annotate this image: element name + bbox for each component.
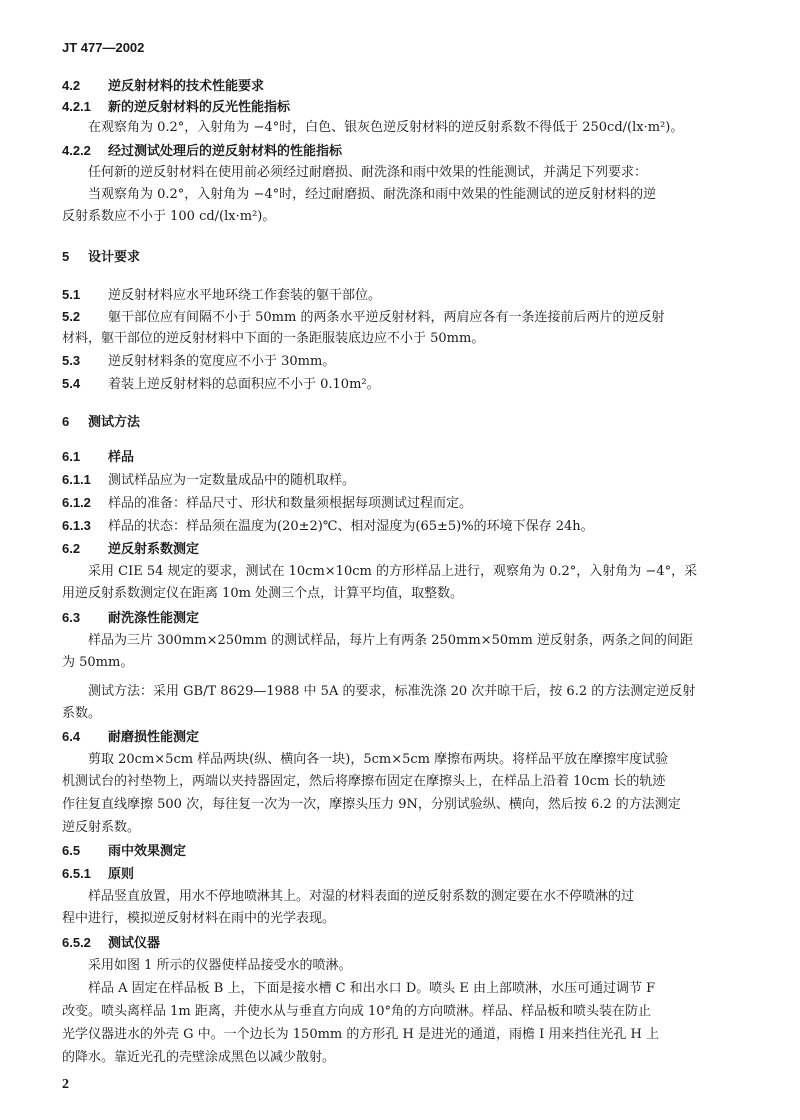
heading-6-5-2 [62,935,160,952]
paragraph-6-3-d: 系数。 [62,706,102,721]
section-title: 逆反射材料的技术性能要求 [108,79,265,94]
heading-6-1 [62,449,134,466]
section-title: 雨中效果测定 [108,844,187,859]
paragraph-6-4-d: 逆反射系数。 [62,820,141,835]
clause-text: 测试样品应为一定数量成品中的随机取样。 [108,473,356,488]
paragraph-6-5-2-e: 的降水。靠近光孔的壳壁涂成黑色以减少散射。 [62,1050,336,1065]
section-number: 5 [62,249,70,264]
section-title: 经过测试处理后的逆反射材料的性能指标 [108,144,343,159]
paragraph-6-5-2-c: 改变。喷头离样品 1m 距离，并使水从与垂直方向成 10°角的方向喷淋。样品、样品板和喷头装在防止 [62,1004,652,1019]
paragraph-6-3-a: 样品为三片 300mm×250mm 的测试样品，每片上有两条 250mm×50mm 逆反射条，两条之间的间距 [88,633,693,648]
heading-6-5-1 [62,866,134,883]
section-title: 测试仪器 [108,936,161,951]
paragraph-6-4-c: 作往复直线摩擦 500 次，每往复一次为一次，摩擦头压力 9N，分别试验纵、横向，然后按 6.2 的方法测定 [62,797,681,812]
heading-6-5 [62,843,186,860]
section-title: 耐磨损性能测定 [108,730,200,745]
clause-number: 5.2 [62,309,81,324]
clause-5-3 [62,353,335,370]
paragraph-4-2-1: 在观察角为 0.2°，入射角为 −4°时，白色、银灰色逆反射材料的逆反射系数不得低于 250cd/(lx·m²)。 [88,120,684,135]
heading-6 [62,414,140,431]
section-title: 耐洗涤性能测定 [108,611,200,626]
section-title: 原则 [108,867,135,882]
clause-text: 逆反射材料条的宽度应不小于 30mm。 [108,354,336,369]
section-number: 6.5.1 [62,866,91,881]
section-title: 样品 [108,450,135,465]
section-title: 逆反射系数测定 [108,542,200,557]
paragraph-6-5-2-b: 样品 A 固定在样品板 B 上，下面是接水槽 C 和出水口 D。喷头 E 由上部喷淋，水压可通过调节 F [88,981,656,996]
paragraph-6-4-b: 机测试台的衬垫物上，两端以夹持器固定，然后将摩擦布固定在摩擦头上，在样品上沿着 10cm 长的轨迹 [62,774,666,789]
clause-text: 逆反射材料应水平地环绕工作套装的躯干部位。 [108,288,382,303]
heading-6-3 [62,610,199,627]
heading-4-2-1 [62,99,290,116]
page-number: 2 [62,1077,69,1092]
paragraph-6-3-b: 为 50mm。 [62,655,134,670]
paragraph-4-2-2-a: 任何新的逆反射材料在使用前必须经过耐磨损、耐洗涤和雨中效果的性能测试，并满足下列要求： [88,165,648,180]
paragraph-6-5-1-b: 程中进行，模拟逆反射材料在雨中的光学表现。 [62,911,336,926]
clause-5-4 [62,376,380,393]
clause-number: 5.3 [62,353,81,368]
section-number: 6.5 [62,843,81,858]
section-number: 6.2 [62,541,81,556]
section-number: 4.2 [62,78,81,93]
standard-number: JT 477—2002 [62,40,145,55]
clause-6-1-1 [62,472,355,489]
heading-6-2 [62,541,199,558]
section-title: 测试方法 [88,415,141,430]
paragraph-4-2-2-b2: 反射系数应不小于 100 cd/(lx·m²)。 [62,209,276,224]
heading-4-2 [62,78,264,95]
clause-text: 样品的状态：样品须在温度为(20±2)℃、相对湿度为(65±5)%的环境下保存 24h。 [108,519,594,534]
heading-5 [62,249,140,266]
section-number: 6.1 [62,449,81,464]
section-number: 6.3 [62,610,81,625]
paragraph-6-4-a: 剪取 20cm×5cm 样品两块(纵、横向各一块)，5cm×5cm 摩擦布两块。将样品平放在摩擦牢度试验 [88,752,669,767]
clause-number: 5.1 [62,287,81,302]
clause-number: 6.1.3 [62,518,91,533]
clause-text: 躯干部位应有间隔不小于 50mm 的两条水平逆反射材料，两肩应各有一条连接前后两片的逆反射 [108,310,665,325]
paragraph-4-2-2-b1: 当观察角为 0.2°，入射角为 −4°时，经过耐磨损、耐洗涤和雨中效果的性能测试的逆反射材料的逆 [88,187,657,202]
section-number: 4.2.1 [62,99,91,114]
clause-number: 6.1.1 [62,472,91,487]
paragraph-6-3-c: 测试方法：采用 GB/T 8629—1988 中 5A 的要求，标准洗涤 20 次并晾干后，按 6.2 的方法测定逆反射 [88,684,696,699]
paragraph-6-5-2-a: 采用如图 1 所示的仪器使样品接受水的喷淋。 [88,958,352,973]
paragraph-6-2-b: 用逆反射系数测定仪在距离 10m 处测三个点，计算平均值，取整数。 [62,586,464,601]
clause-5-2 [62,309,664,326]
paragraph-6-5-1-a: 样品竖直放置，用水不停地喷淋其上。对湿的材料表面的逆反射系数的测定要在水不停喷淋的过 [88,889,635,904]
clause-number: 6.1.2 [62,495,91,510]
clause-text: 样品的准备：样品尺寸、形状和数量须根据每项测试过程而定。 [108,496,473,511]
heading-4-2-2 [62,143,342,160]
clause-5-1 [62,287,381,304]
section-number: 6.5.2 [62,935,91,950]
section-title: 设计要求 [88,250,141,265]
paragraph-6-2-a: 采用 CIE 54 规定的要求，测试在 10cm×10cm 的方形样品上进行，观察角为 0.2°，入射角为 −4°，采 [88,564,698,579]
clause-number: 5.4 [62,376,81,391]
clause-5-2-cont: 材料，躯干部位的逆反射材料中下面的一条距服装底边应不小于 50mm。 [62,331,485,346]
heading-6-4 [62,729,199,746]
section-number: 6 [62,414,70,429]
section-title: 新的逆反射材料的反光性能指标 [108,100,291,115]
clause-6-1-3 [62,518,594,535]
paragraph-6-5-2-d: 光学仪器进水的外壳 G 中。一个边长为 150mm 的方形孔 H 是进光的通道，雨檐 I 用来挡住光孔 H 上 [62,1027,659,1042]
section-number: 6.4 [62,729,81,744]
section-number: 4.2.2 [62,143,91,158]
clause-6-1-2 [62,495,472,512]
clause-text: 着装上逆反射材料的总面积应不小于 0.10m²。 [108,377,380,392]
